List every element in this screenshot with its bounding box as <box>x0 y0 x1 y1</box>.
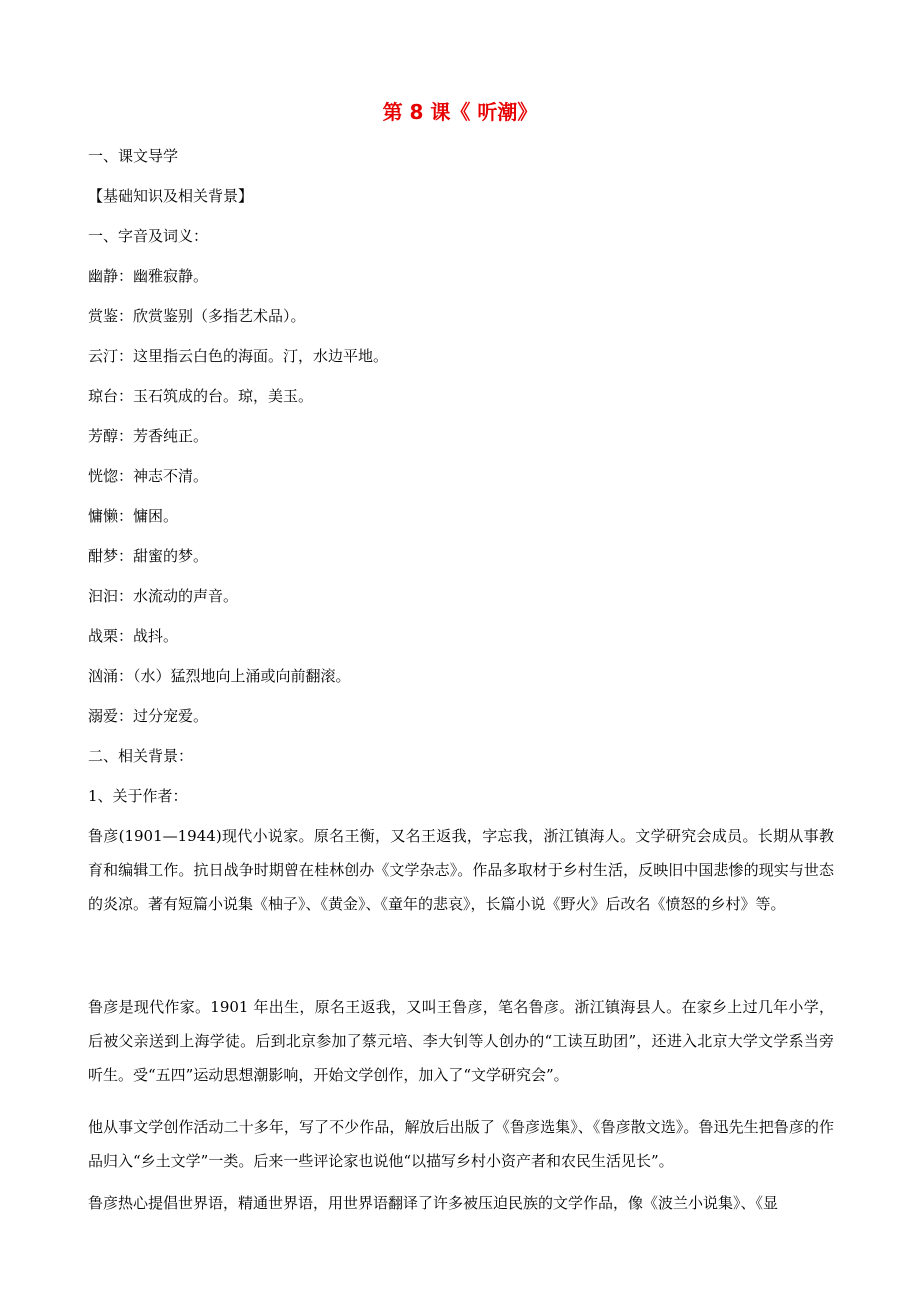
vocab-item: 慵懒：慵困。 <box>88 507 179 525</box>
vocab-item: 酣梦：甜蜜的梦。 <box>88 547 209 565</box>
vocab-item: 汹涌：（水）猛烈地向上涌或向前翻滚。 <box>88 667 351 685</box>
author-paragraph: 鲁彦是现代作家。1901 年出生，原名王返我，又叫王鲁彦，笔名鲁彦。浙江镇海县人。在家乡上过几年小学，后被父亲送到上海学徒。后到北京参加了蔡元培、李大钊等人创办的“工读互助团”，还进入北京大学文学系当旁听生。受“五四”运动思想潮影响，开始文学创作，加入了“文学研究会”。 <box>88 998 834 1084</box>
vocab-heading: 一、字音及词义： <box>88 227 209 245</box>
author-paragraph: 他从事文学创作活动二十多年，写了不少作品，解放后出版了《鲁彦选集》、《鲁彦散文选》。鲁迅先生把鲁彦的作品归入“乡土文学”一类。后来一些评论家也说他“以描写乡村小资产者和农民生活见长”。 <box>88 1118 834 1170</box>
vocab-item: 溺爱：过分宠爱。 <box>88 707 209 725</box>
author-paragraph: 鲁彦热心提倡世界语，精通世界语，用世界语翻译了许多被压迫民族的文学作品，像《波兰小说集》、《显 <box>88 1194 779 1212</box>
background-heading: 二、相关背景： <box>88 747 194 765</box>
author-paragraph: 鲁彦(1901—1944)现代小说家。原名王衡，又名王返我，字忘我，浙江镇海人。文学研究会成员。长期从事教育和编辑工作。抗日战争时期曾在桂林创办《文学杂志》。作品多取材于乡村生活，反映旧中国悲惨的现实与世态的炎凉。著有短篇小说集《柚子》、《黄金》、《童年的悲哀》，长篇小说《野火》后改名《愤怒的乡村》等。 <box>88 827 834 913</box>
vocab-item: 恍惚：神志不清。 <box>88 467 209 485</box>
vocab-item: 赏鉴：欣赏鉴别（多指艺术品）。 <box>88 307 306 325</box>
vocab-item: 芳醇：芳香纯正。 <box>88 427 209 445</box>
vocab-item: 琼台：玉石筑成的台。琼，美玉。 <box>88 387 314 405</box>
vocab-item: 汩汩：水流动的声音。 <box>88 587 239 605</box>
vocab-item: 战栗：战抖。 <box>88 627 179 645</box>
vocab-item: 云汀：这里指云白色的海面。汀，水边平地。 <box>88 347 389 365</box>
author-heading: 1、关于作者： <box>88 787 188 805</box>
section-heading: 一、课文导学 <box>88 147 179 165</box>
lesson-title: 第 8 课《 听潮》 <box>382 100 538 124</box>
vocab-item: 幽静：幽雅寂静。 <box>88 267 209 285</box>
subsection-heading: 【基础知识及相关背景】 <box>88 187 254 205</box>
